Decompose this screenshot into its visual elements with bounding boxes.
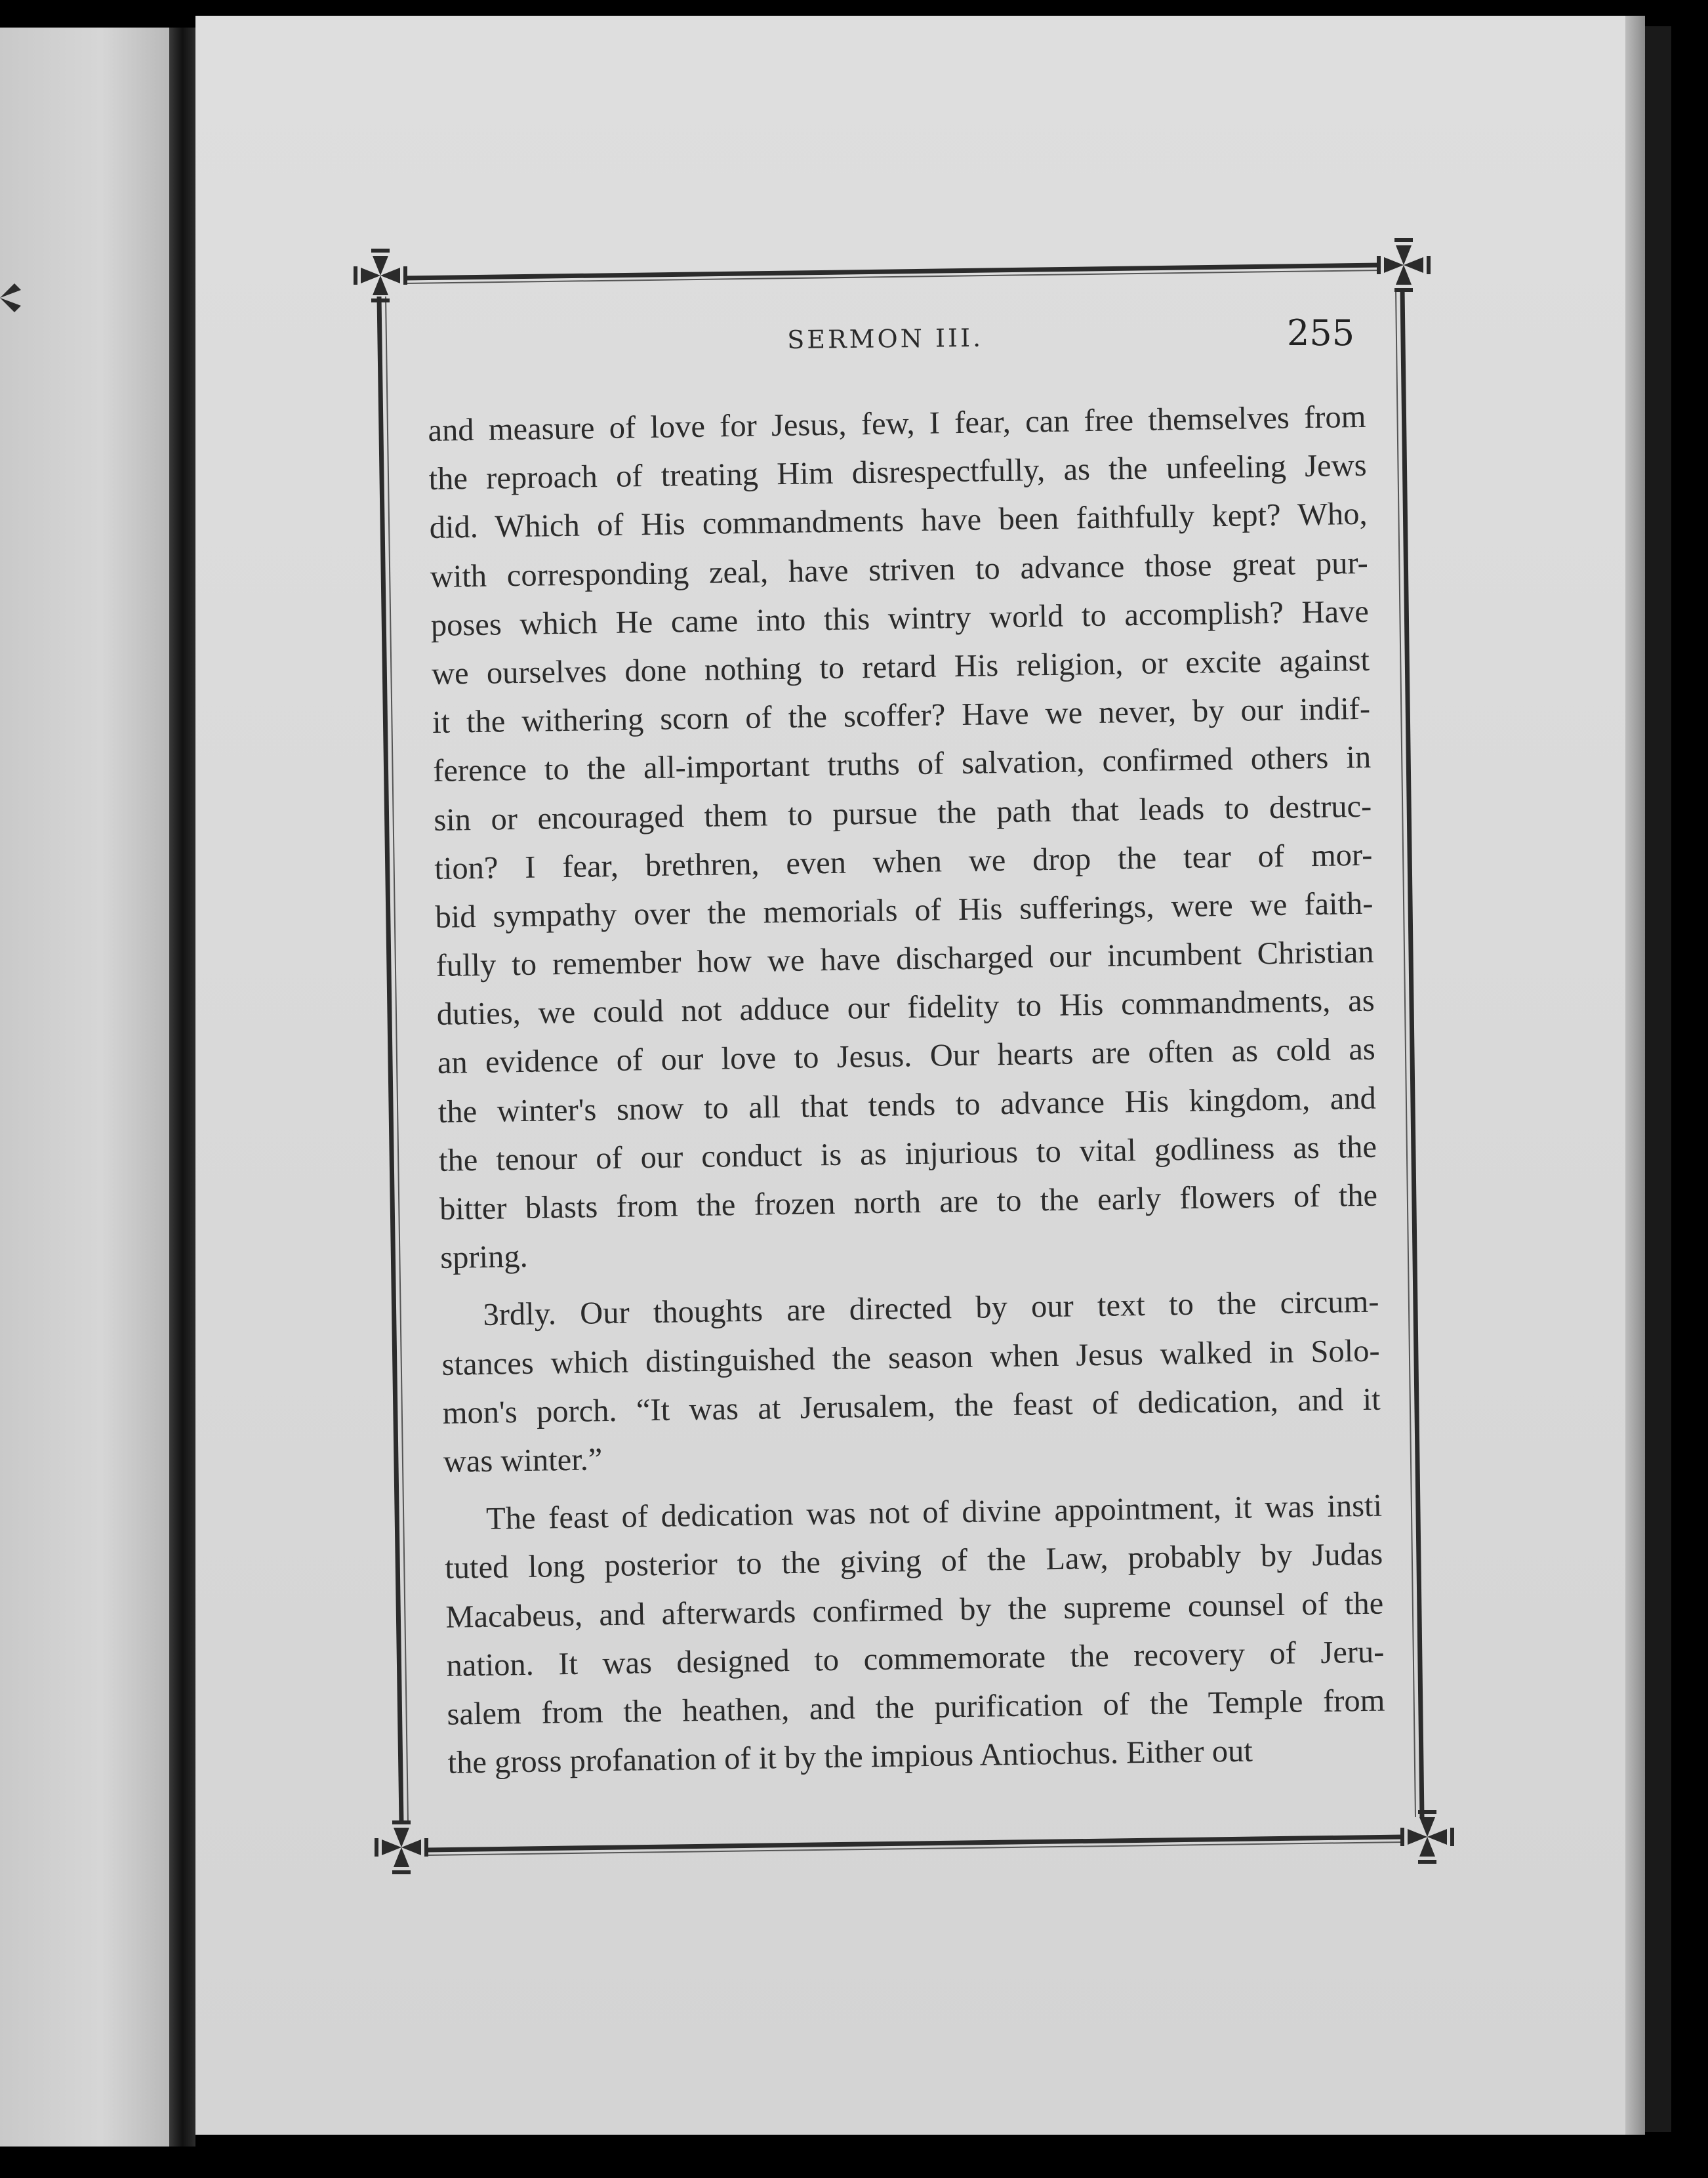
- text-line: ference to the all-important truths of salvation, confirmed others in: [432, 740, 1372, 789]
- text-line: the reproach of treating Him disrespectfully, as the unfeeling Jews: [428, 447, 1367, 497]
- text-line: The feast of dedication was not of divine appointment, it was insti: [485, 1488, 1383, 1536]
- text-line: tion? I fear, brethren, even when we drop the tear of mor-: [434, 837, 1373, 886]
- text-line: poses which He came into this wintry world to accomplish? Have: [430, 594, 1370, 643]
- text-line: mon's porch. “It was at Jerusalem, the feast of dedication, and it: [442, 1382, 1381, 1431]
- text-line: bitter blasts from the frozen north are to the early flowers of the: [439, 1178, 1378, 1227]
- running-title: SERMON III.: [787, 323, 984, 354]
- text-line: Macabeus, and afterwards confirmed by the supreme counsel of the: [445, 1586, 1384, 1635]
- left-facing-page: [0, 28, 169, 2147]
- page-edge: [1625, 16, 1645, 2135]
- text-line: the winter's snow to all that tends to advance His kingdom, and: [437, 1080, 1377, 1130]
- text-line: and measure of love for Jesus, few, I fear, can free themselves from: [428, 399, 1366, 448]
- text-line: nation. It was designed to commemorate the recovery of Jeru-: [446, 1634, 1385, 1683]
- paragraph: [428, 393, 1379, 1283]
- text-line: did. Which of His commandments have been faithfully kept? Who,: [429, 497, 1368, 546]
- text-line: was winter.”: [443, 1442, 603, 1479]
- text-line: fully to remember how we have discharged our incumbent Christian: [436, 934, 1374, 983]
- text-line: 3rdly. Our thoughts are directed by our text to the circum-: [483, 1284, 1379, 1333]
- text-line: with corresponding zeal, have striven to advance those great pur-: [430, 545, 1369, 594]
- text-line: stances which distinguished the season when Jesus walked in Solo-: [441, 1333, 1380, 1382]
- text-line: spring.: [439, 1239, 529, 1276]
- maltese-cross-icon: [0, 272, 26, 324]
- sermon-body-text: [428, 393, 1386, 1788]
- text-line: sin or encouraged them to pursue the path that leads to destruc-: [433, 789, 1372, 838]
- text-line: we ourselves done nothing to retard His religion, or excite against: [431, 642, 1370, 691]
- text-line: the gross profanation of it by the impious Antiochus. Either out: [447, 1733, 1253, 1780]
- text-line: it the withering scorn of the scoffer? Have we never, by our indif-: [432, 691, 1371, 741]
- book-gutter: [169, 28, 195, 2147]
- page-edge-shadow: [1645, 26, 1671, 2132]
- text-line: tuted long posterior to the giving of the Law, probably by Judas: [444, 1536, 1383, 1586]
- text-line: an evidence of our love to Jesus. Our hearts are often as cold as: [437, 1032, 1376, 1081]
- paragraph: [444, 1482, 1386, 1788]
- text-line: salem from the heathen, and the purification of the Temple from: [447, 1683, 1385, 1732]
- text-line: the tenour of our conduct is as injurious to vital godliness as the: [438, 1129, 1377, 1178]
- text-line: bid sympathy over the memorials of His sufferings, were we faith-: [435, 886, 1373, 935]
- paragraph: [441, 1278, 1381, 1487]
- page-number: 255: [1287, 312, 1355, 354]
- text-line: duties, we could not adduce our fidelity to His commandments, as: [436, 983, 1375, 1033]
